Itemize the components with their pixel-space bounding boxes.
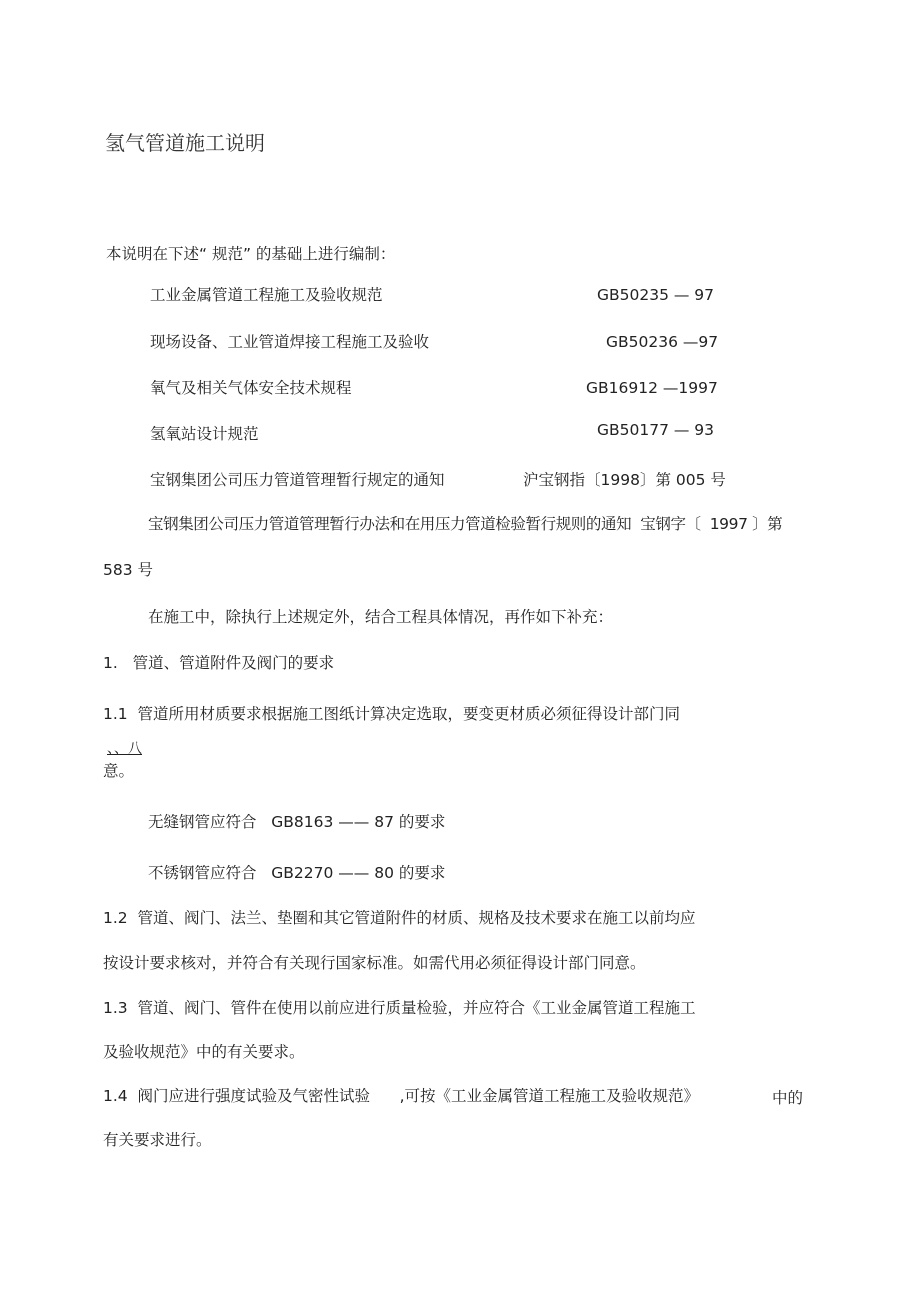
standard-name: 现场设备、工业管道焊接工程施工及验收	[150, 333, 430, 351]
supplement-text: 在施工中，除执行上述规定外，结合工程具体情况，再作如下补充：	[148, 608, 614, 626]
requirement-line: 无缝钢管应符合 GB8163 —— 87 的要求	[148, 813, 446, 831]
paragraph-1-4-end: 中的	[772, 1089, 804, 1107]
standard-code: GB50235 — 97	[597, 286, 715, 304]
standard-code: GB16912 —1997	[586, 379, 718, 397]
requirement-line: 不锈钢管应符合 GB2270 —— 80 的要求	[148, 864, 446, 882]
paragraph-1-2: 1.2 管道、阀门、法兰、垫圈和其它管道附件的材质、规格及技术要求在施工以前均应	[103, 909, 696, 927]
section-heading: 1. 管道、管道附件及阀门的要求	[103, 654, 335, 672]
standard-name: 宝钢集团公司压力管道管理暂行规定的通知	[150, 471, 445, 489]
paragraph-1-1-end: 意。	[103, 762, 135, 780]
standard-code: GB50177 — 93	[597, 421, 715, 439]
paragraph-1-1: 1.1 管道所用材质要求根据施工图纸计算决定选取，要变更材质必须征得设计部门同	[103, 705, 681, 723]
paragraph-1-2-cont: 按设计要求核对，并符合有关现行国家标准。如需代用必须征得设计部门同意。	[103, 954, 646, 972]
paragraph-1-4-cont: 有关要求进行。	[103, 1131, 212, 1149]
standard-code: GB50236 —97	[606, 333, 719, 351]
standard-name: 工业金属管道工程施工及验收规范	[150, 286, 383, 304]
paragraph-1-3: 1.3 管道、阀门、管件在使用以前应进行质量检验，并应符合《工业金属管道工程施工	[103, 999, 696, 1017]
document-title: 氢气管道施工说明	[105, 131, 265, 155]
standard-name: 氢氧站设计规范	[150, 425, 259, 443]
intro-text: 本说明在下述“ 规范” 的基础上进行编制：	[106, 245, 396, 263]
paragraph-1-3-cont: 及验收规范》中的有关要求。	[103, 1043, 305, 1061]
notice-text-cont: 583 号	[103, 561, 154, 579]
paragraph-mark: 、、八	[107, 741, 142, 757]
notice-text: 宝钢集团公司压力管道管理暂行办法和在用压力管道检验暂行规则的通知 宝钢字〔 1997 〕第	[148, 515, 783, 533]
standard-name: 氧气及相关气体安全技术规程	[150, 379, 352, 397]
standard-code: 沪宝钢指〔1998〕第 005 号	[523, 471, 726, 489]
paragraph-1-4: 1.4 阀门应进行强度试验及气密性试验 ,可按《工业金属管道工程施工及验收规范》	[103, 1087, 699, 1105]
